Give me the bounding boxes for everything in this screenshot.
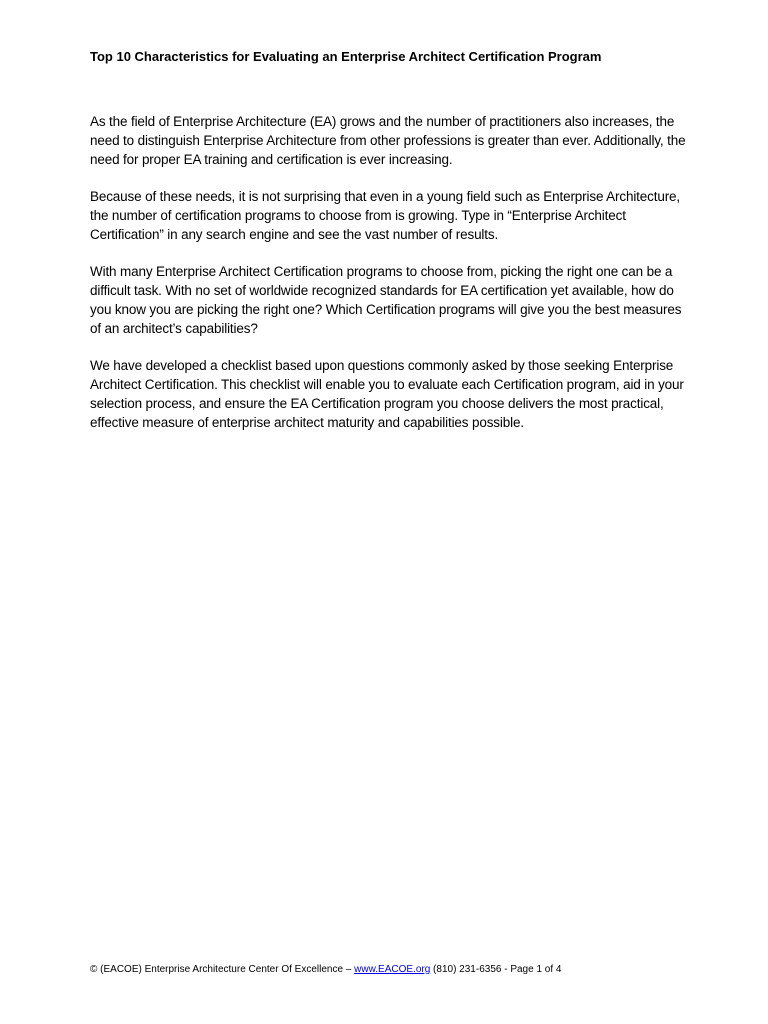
paragraph-4: We have developed a checklist based upon questions commonly asked by those seeking Enterprise Architect Certification. This checklist will enable you to evaluate each Certification program, aid in your selection process, and ensure the EA Certification program you choose delivers the most practical, effective measure of enterprise architect maturity and capabilities possible.	[90, 358, 684, 430]
footer-website-link[interactable]: www.EACOE.org	[354, 964, 431, 975]
document-title: Top 10 Characteristics for Evaluating an Enterprise Architect Certification Program	[90, 49, 602, 64]
page-footer	[90, 963, 690, 977]
document-body	[90, 112, 688, 450]
paragraph-2: Because of these needs, it is not surprising that even in a young field such as Enterprise Architecture, the number of certification programs to choose from is growing. Type in “Enterprise Architect Certification” in any search engine and see the vast number of results.	[90, 189, 680, 242]
footer-contact-page: (810) 231-6356 - Page 1 of 4	[430, 964, 562, 975]
paragraph-3: With many Enterprise Architect Certification programs to choose from, picking the right one can be a difficult task. With no set of worldwide recognized standards for EA certification yet available, how do you know you are picking the right one? Which Certification programs will give you the best measures of an architect’s capabilities?	[90, 264, 682, 336]
footer-copyright: © (EACOE) Enterprise Architecture Center Of Excellence –	[90, 964, 355, 975]
paragraph-1: As the field of Enterprise Architecture (EA) grows and the number of practitioners also increases, the need to distinguish Enterprise Architecture from other professions is greater than ever. Additionally, the need for proper EA training and certification is ever increasing.	[90, 114, 686, 167]
